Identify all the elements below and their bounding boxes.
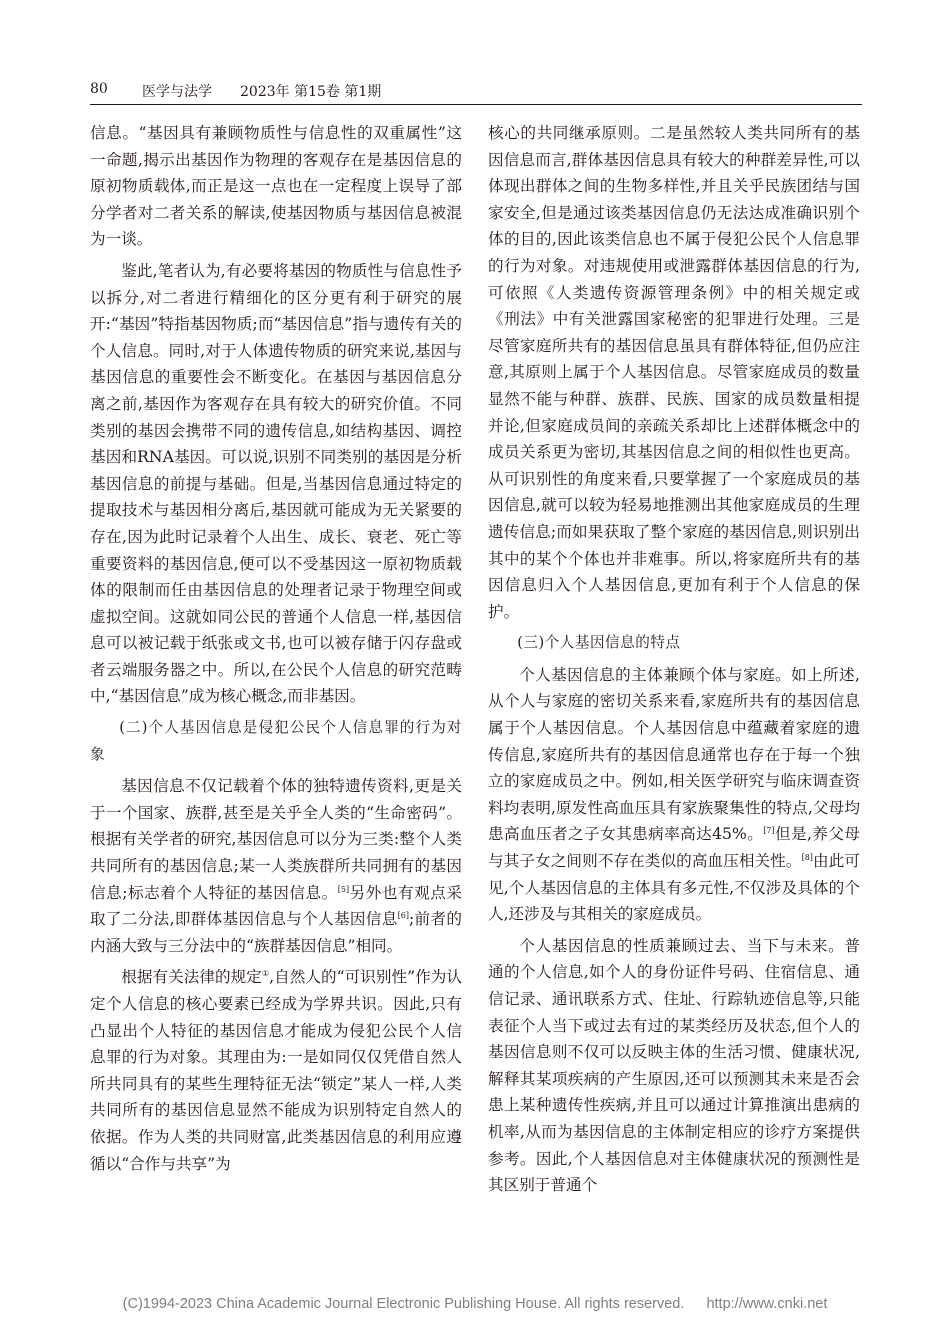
citation-ref: [6] xyxy=(397,911,409,921)
issue-info: 2023年 第15卷 第1期 xyxy=(240,84,382,100)
journal-name: 医学与法学 xyxy=(142,84,212,100)
paragraph: 基因信息不仅记载着个体的独特遗传资料,更是关于一个国家、族群,甚至是关乎全人类的“生命密码”。根据有关学者的研究,基因信息可以分为三类:整个人类共同所有的基因信息;某一人类族群所共同拥有的基因信息;标志着个人特征的基因信息。[5]另外也有观点采取了二分法,即群体基因信息与个人基因信息[6];前者的内涵大致与三分法中的“族群基因信息”相同。 xyxy=(90,777,462,955)
section-heading: (二)个人基因信息是侵犯公民个人信息罪的行为对象 xyxy=(90,719,462,763)
left-column xyxy=(90,120,462,1177)
citation-ref: [8] xyxy=(801,853,813,863)
cnki-link[interactable]: http://www.cnki.net xyxy=(706,1296,828,1312)
copyright-footer xyxy=(0,1296,950,1312)
section-heading: (三)个人基因信息的特点 xyxy=(517,634,681,652)
right-column xyxy=(488,120,860,1199)
paragraph: 个人基因信息的主体兼顾个体与家庭。如上所述,从个人与家庭的密切关系来看,家庭所共有的基因信息属于个人基因信息。个人基因信息中蕴藏着家庭的遗传信息,家庭所共有的基因信息通常也存在于每一个独立的家庭成员之中。例如,相关医学研究与临床调查资料均表明,原发性高血压具有家族聚集性的特点,父母均患高血压者之子女其患病率高达45%。[7]但是,养父母与其子女之间则不存在类似的高血压相关性。[8]由此可见,个人基因信息的主体具有多元性,不仅涉及具体的个人,还涉及与其相关的家庭成员。 xyxy=(488,665,860,924)
running-header xyxy=(90,78,862,105)
page-number: 80 xyxy=(90,81,108,97)
copyright-text: (C)1994-2023 China Academic Journal Electronic Publishing House. All rights reserved. xyxy=(122,1296,685,1312)
paragraph: 鉴此,笔者认为,有必要将基因的物质性与信息性予以拆分,对二者进行精细化的区分更有利于研究的展开:“基因”特指基因物质;而“基因信息”指与遗传有关的个人信息。同时,对于人体遗传物质的研究来说,基因与基因信息的重要性会不断变化。在基因与基因信息分离之前,基因作为客观存在具有较大的研究价值。不同类别的基因会携带不同的遗传信息,如结构基因、调控基因和RNA基因。可以说,识别不同类别的基因是分析基因信息的前提与基础。但是,当基因信息通过特定的提取技术与基因相分离后,基因就可能成为无关紧要的存在,因为此时记录着个人出生、成长、衰老、死亡等重要资料的基因信息,便可以不受基因这一原初物质载体的限制而任由基因信息的处理者记录于物理空间或虚拟空间。这就如同公民的普通个人信息一样,基因信息可以被记载于纸张或文书,也可以被存储于闪存盘或者云端服务器之中。所以,在公民个人信息的研究范畴中,“基因信息”成为核心概念,而非基因。 xyxy=(90,261,462,706)
paragraph: 根据有关法律的规定①,自然人的“可识别性”作为认定个人信息的核心要素已经成为学界共识。因此,只有凸显出个人特征的基因信息才能成为侵犯公民个人信息罪的行为对象。其理由为:一是如同仅仅凭借自然人所共同具有的某些生理特征无法“锁定”某人一样,人类共同所有的基因信息显然不能成为识别特定自然人的依据。作为人类的共同财富,此类基因信息的利用应遵循以“合作与共享”为 xyxy=(90,968,463,1173)
paragraph: 信息。“基因具有兼顾物质性与信息性的双重属性”这一命题,揭示出基因作为物理的客观存在是基因信息的原初物质载体,而正是这一点也在一定程度上误导了部分学者对二者关系的解读,使基因物质与基因信息被混为一谈。 xyxy=(90,124,462,249)
footnote-ref: ① xyxy=(261,969,270,979)
paragraph: 个人基因信息的性质兼顾过去、当下与未来。普通的个人信息,如个人的身份证件号码、住宿信息、通信记录、通讯联系方式、住址、行踪轨迹信息等,只能表征个人当下或过去有过的某类经历及状态,但个人的基因信息则不仅可以反映主体的生活习惯、健康状况,解释其某项疾病的产生原因,还可以预测其未来是否会患上某种遗传性疾病,并且可以通过计算推演出患病的机率,从而为基因信息的主体制定相应的诊疗方案提供参考。因此,个人基因信息对主体健康状况的预测性是其区别于普通个 xyxy=(488,936,860,1195)
paragraph: 核心的共同继承原则。二是虽然较人类共同所有的基因信息而言,群体基因信息具有较大的种群差异性,可以体现出群体之间的生物多样性,并且关乎民族团结与国家安全,但是通过该类基因信息仍无法达成准确识别个体的目的,因此该类信息也不属于侵犯公民个人信息罪的行为对象。对违规使用或泄露群体基因信息的行为,可依照《人类遗传资源管理条例》中的相关规定或《刑法》中有关泄露国家秘密的犯罪进行处理。三是尽管家庭所共有的基因信息虽具有群体特征,但仍应注意,其原则上属于个人基因信息。尽管家庭成员的数量显然不能与种群、族群、民族、国家的成员数量相提并论,但家庭成员间的亲疏关系却比上述群体概念中的成员关系更为密切,其基因信息之间的相似性也更高。从可识别性的角度来看,只要掌握了一个家庭成员的基因信息,就可以较为轻易地推测出其他家庭成员的生理遗传信息;而如果获取了整个家庭的基因信息,则识别出其中的某个个体也并非难事。所以,将家庭所共有的基因信息归入个人基因信息,更加有利于个人信息的保护。 xyxy=(488,124,860,621)
citation-ref: [5] xyxy=(337,884,350,894)
citation-ref: [7] xyxy=(763,826,775,836)
